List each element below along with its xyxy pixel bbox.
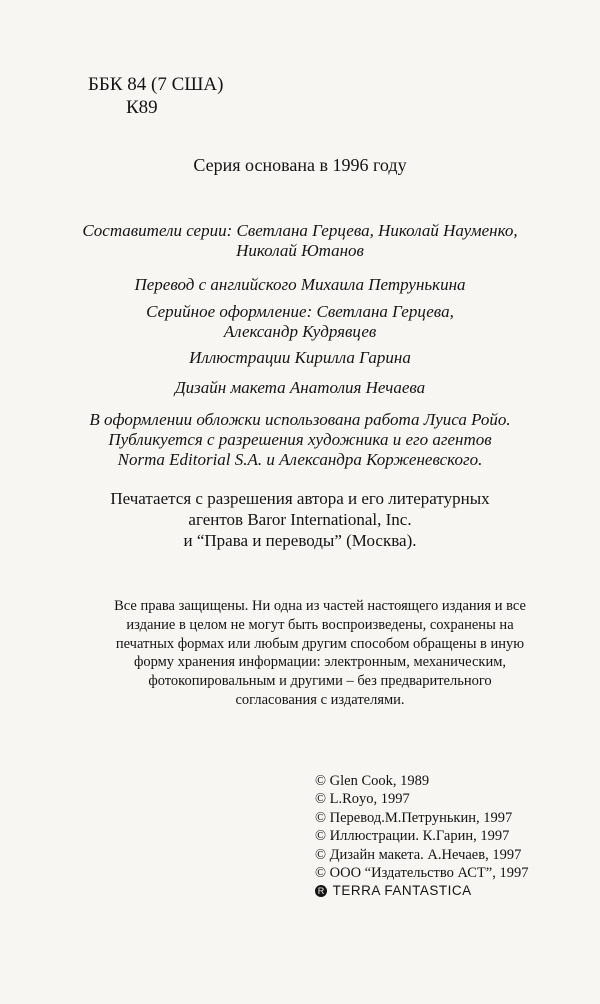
permission-line-3: и “Права и переводы” (Москва). <box>183 531 417 550</box>
cover-line-2: Публикуется с разрешения художника и его агентов <box>108 430 492 449</box>
copyright-line: © Дизайн макета. А.Нечаев, 1997 <box>315 846 522 863</box>
compilers-line-2: Николай Ютанов <box>236 241 364 260</box>
rights-line-5: фотокопировальным и другими – без предварительного <box>148 673 492 690</box>
copyright-line: © Glen Cook, 1989 <box>315 773 430 789</box>
author-code: К89 <box>126 97 158 118</box>
rights-line-3: печатных формах или любым другим способом обращены в иную <box>115 635 525 652</box>
rights-line-4: форму хранения информации: электронным, механическим, <box>133 654 507 671</box>
publisher-mark <box>315 882 528 900</box>
design-line-2: Александр Кудрявцев <box>223 322 377 341</box>
translation-credit <box>0 275 600 295</box>
copyright-line: © Перевод.М.Петрунькин, 1997 <box>315 809 513 826</box>
rights-line-1: Все права защищены. Ни одна из частей настоящего издания и все <box>114 598 526 614</box>
copyright-line: © L.Royo, 1997 <box>315 791 410 808</box>
registered-icon: R <box>315 885 327 897</box>
compilers-line-1: Составители серии: Светлана Герцева, Николай Науменко, <box>82 221 518 240</box>
layout-line: Дизайн макета Анатолия Нечаева <box>174 378 426 397</box>
cover-line-3: Norma Editorial S.A. и Александра Корженевского. <box>117 450 483 469</box>
series-design-credit <box>0 302 600 342</box>
illustrations-credit <box>0 348 600 368</box>
permission-line-1: Печатается с разрешения автора и его литературных <box>110 489 490 508</box>
rights-reserved-notice <box>60 597 580 710</box>
series-compilers <box>0 221 600 261</box>
cover-line-1: В оформлении обложки использована работа Луиса Ройо. <box>89 410 511 429</box>
layout-credit <box>0 378 600 398</box>
illustrations-line: Иллюстрации Кирилла Гарина <box>189 348 411 367</box>
permission-notice <box>0 488 600 551</box>
rights-line-2: издание в целом не могут быть воспроизведены, сохранены на <box>126 616 514 633</box>
cover-credit <box>0 410 600 470</box>
permission-line-2: агентов Baror International, Inc. <box>188 510 412 529</box>
rights-line-6: согласования с издателями. <box>235 691 405 708</box>
series-founded-note: Серия основана в 1996 году <box>193 155 407 175</box>
copyright-list <box>315 772 528 901</box>
bbk-classification: ББК 84 (7 США) <box>88 74 224 95</box>
translation-line: Перевод с английского Михаила Петрунькина <box>134 275 466 294</box>
copyright-line: © ООО “Издательство АСТ”, 1997 <box>315 865 529 882</box>
copyright-line: © Иллюстрации. К.Гарин, 1997 <box>315 828 510 845</box>
publisher-name: TERRA FANTASTICA <box>332 883 472 899</box>
design-line-1: Серийное оформление: Светлана Герцева, <box>146 302 454 321</box>
